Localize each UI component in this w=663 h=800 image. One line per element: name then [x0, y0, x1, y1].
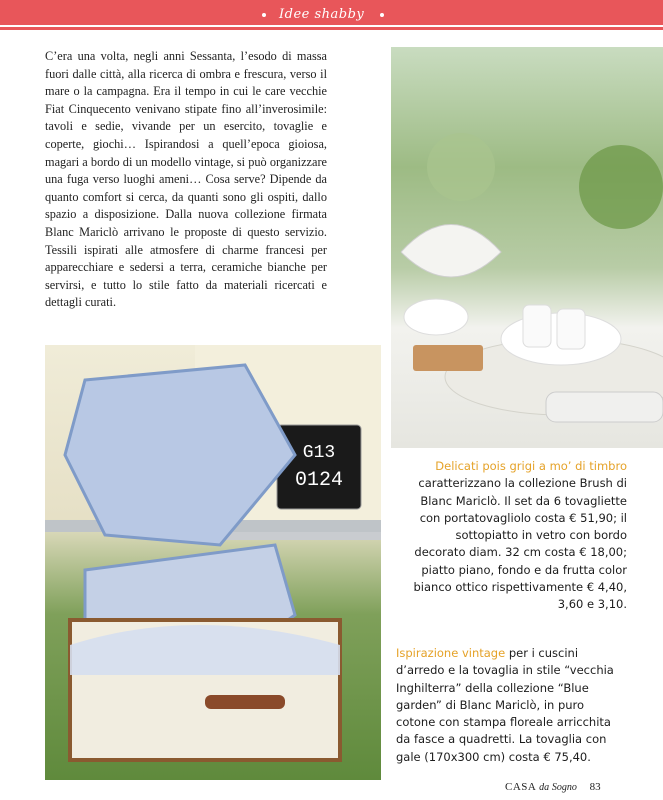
tableware-illustration — [391, 47, 663, 448]
caption-cushions-text: per i cuscini d’arredo e la tovaglia in stile “vecchia Inghilterra” della collezione “Blue garden” di Blanc Mariclò, in puro cotone con stampa floreale arricchita da fasce a quadretti. La tovaglia con gale (170x300 cm) costa € 75,40. — [396, 646, 614, 764]
photo-cushions — [45, 345, 381, 780]
caption-tableware-highlight: Delicati pois grigi a mo’ di timbro — [435, 459, 627, 473]
cushions-illustration — [45, 345, 381, 780]
caption-cushions — [396, 645, 616, 766]
page-footer — [505, 781, 601, 793]
license-plate-bottom: 0124 — [294, 469, 344, 492]
magazine-da: da — [539, 782, 550, 793]
section-header-bar — [0, 0, 663, 30]
magazine-name: CASA — [505, 781, 537, 793]
intro-paragraph: C’era una volta, negli anni Sessanta, l’esodo di massa fuori dalle città, alla ricerca di ombra e frescura, verso il mare o la campagna. Era il tempo in cui le care vecchie Fiat Cinquecento venivano stipate fino all’inverosimile: tavoli e sedie, vivande per un esercito, tovaglie e coperte, giochi… Ispirandosi a quell’epoca gioiosa, magari a bordo di un modello vintage, si può organizzare una fuga verso luoghi ameni… Cosa serve? Dipende da quanto comfort si cerca, da quanti sono gli ospiti, dallo spazio a disposizione. Dalla nuova collezione firmata Blanc Mariclò arrivano le proposte di questo servizio. Tessili ispirati alle atmosfere di charme francesi per apparecchiare e sedersi a terra, ceramiche bianche per servirsi, e tutto lo stile fatto da materiali ricercati e dettagli curati. — [45, 49, 327, 310]
caption-cushions-highlight: Ispirazione vintage — [396, 646, 506, 660]
section-label: Idee shabby — [279, 7, 365, 22]
page-number: 83 — [589, 781, 601, 793]
caption-tableware — [407, 458, 627, 614]
caption-tableware-text: caratterizzano la collezione Brush di Blanc Mariclò. Il set da 6 tovagliette con portatovagliolo costa € 51,90; il sottopiatto in vetro con bordo decorato diam. 32 cm costa € 18,00; piatto piano, fondo e da frutta color bianco ottico rispettivamente € 4,40, 3,60 e 3,10. — [413, 476, 627, 612]
magazine-sogno: Sogno — [551, 782, 577, 793]
header-dot-right — [380, 13, 384, 17]
header-stripe — [0, 25, 663, 27]
header-dot-left — [262, 13, 266, 17]
license-plate-top: G13 — [302, 443, 336, 463]
photo-tableware — [391, 47, 663, 448]
